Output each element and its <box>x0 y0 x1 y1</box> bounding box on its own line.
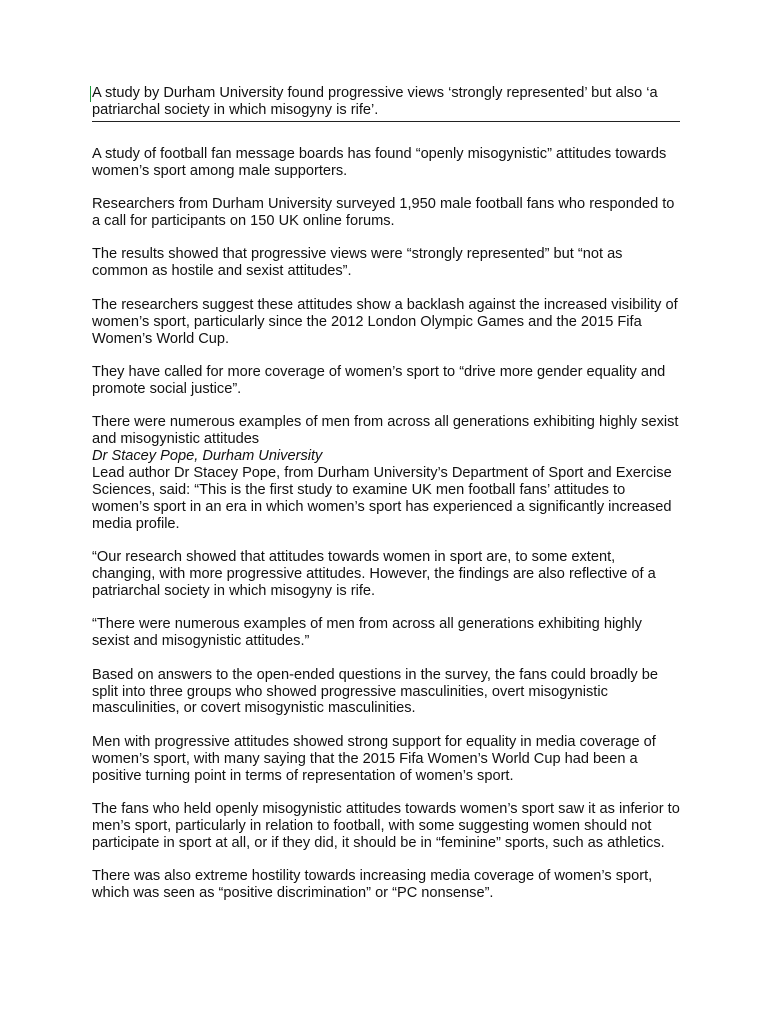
text-cursor <box>90 86 91 102</box>
paragraph-6: Lead author Dr Stacey Pope, from Durham University’s Department of Sport and Exercise Sciences, said: “This is the first study to examine UK men football fans’ attitudes to women’s sport in an era in which women’s sport has experienced a significantly increased media profile. <box>92 465 672 532</box>
pullquote-text: There were numerous examples of men from across all generations exhibiting highly sexist and misogynistic attitudes <box>92 414 679 448</box>
paragraph-12: There was also extreme hostility towards increasing media coverage of women’s sport, which was seen as “positive discrimination” or “PC nonsense”. <box>92 868 653 902</box>
document-page <box>92 85 680 902</box>
paragraph-1: A study of football fan message boards has found “openly misogynistic” attitudes towards women’s sport among male supporters. <box>92 145 667 179</box>
pullquote-block <box>92 414 680 532</box>
standfirst <box>92 85 680 122</box>
paragraph-10: Men with progressive attitudes showed strong support for equality in media coverage of women’s sport, with many saying that the 2015 Fifa Women’s World Cup had been a positive turning point in terms of representation of women’s sport. <box>92 733 656 784</box>
pullquote-byline: Dr Stacey Pope, Durham University <box>92 448 323 465</box>
paragraph-5: They have called for more coverage of women’s sport to “drive more gender equality and promote social justice”. <box>92 363 666 397</box>
standfirst-text: A study by Durham University found progressive views ‘strongly represented’ but also ‘a patriarchal society in which misogyny is rife’. <box>92 85 658 118</box>
paragraph-8: “There were numerous examples of men from across all generations exhibiting highly sexist and misogynistic attitudes.” <box>92 616 642 650</box>
paragraph-4: The researchers suggest these attitudes show a backlash against the increased visibility of women’s sport, particularly since the 2012 London Olympic Games and the 2015 Fifa Women’s World Cup. <box>92 296 678 347</box>
paragraph-9: Based on answers to the open-ended questions in the survey, the fans could broadly be split into three groups who showed progressive masculinities, overt misogynistic masculinities, or covert misogynistic masculinities. <box>92 666 659 717</box>
paragraph-2: Researchers from Durham University surveyed 1,950 male football fans who responded to a call for participants on 150 UK online forums. <box>92 196 675 230</box>
paragraph-3: The results showed that progressive views were “strongly represented” but “not as common as hostile and sexist attitudes”. <box>92 246 623 280</box>
paragraph-11: The fans who held openly misogynistic attitudes towards women’s sport saw it as inferior to men’s sport, particularly in relation to football, with some suggesting women should not participate in sport at all, or if they did, it should be in “feminine” sports, such as athletics. <box>92 801 680 851</box>
paragraph-7: “Our research showed that attitudes towards women in sport are, to some extent, changing, with more progressive attitudes. However, the findings are also reflective of a patriarchal society in which misogyny is rife. <box>92 549 656 599</box>
